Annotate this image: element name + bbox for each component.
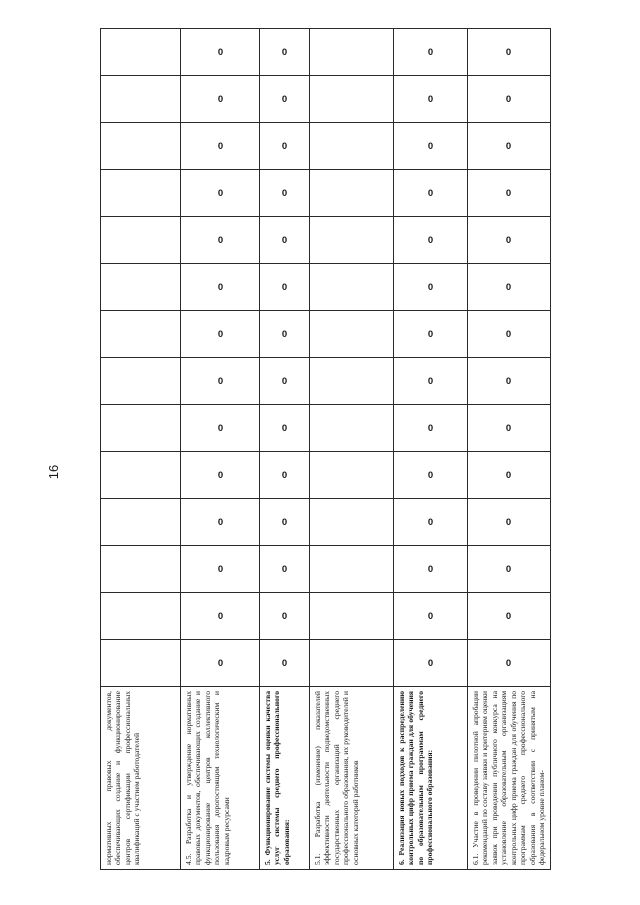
cell-value: 0: [281, 422, 288, 434]
value-cell: [181, 358, 260, 405]
value-cell: [181, 405, 260, 452]
value-cell: [468, 546, 551, 593]
cell-value: 0: [427, 93, 434, 105]
value-cell: [101, 170, 181, 217]
value-cell: [394, 76, 468, 123]
value-cell: [260, 358, 310, 405]
value-cell: [181, 546, 260, 593]
cell-value: 0: [427, 563, 434, 575]
value-cell: [101, 29, 181, 76]
value-cell: [394, 311, 468, 358]
value-cell: [468, 499, 551, 546]
table-row: [101, 29, 181, 870]
table-row: [394, 29, 468, 870]
cell-value: 0: [427, 140, 434, 152]
cell-value: 0: [281, 516, 288, 528]
value-cell: [310, 452, 394, 499]
cell-value: 0: [506, 469, 512, 481]
value-cell: [468, 217, 551, 264]
table-row: [468, 29, 551, 870]
value-cell: [181, 170, 260, 217]
cell-value: 0: [427, 610, 434, 622]
value-cell: [260, 311, 310, 358]
value-cell: [468, 123, 551, 170]
value-cell: [468, 640, 551, 687]
value-cell: [310, 499, 394, 546]
value-cell: [260, 452, 310, 499]
value-cell: [101, 546, 181, 593]
cell-value: 0: [427, 234, 434, 246]
value-cell: [181, 499, 260, 546]
value-cell: [101, 452, 181, 499]
cell-value: 0: [506, 516, 512, 528]
cell-value: 0: [506, 422, 512, 434]
value-cell: [394, 123, 468, 170]
value-cell: [468, 358, 551, 405]
value-cell: [260, 640, 310, 687]
cell-value: 0: [281, 234, 288, 246]
cell-value: 0: [217, 516, 223, 528]
cell-value: 0: [506, 375, 512, 387]
cell-value: 0: [217, 422, 223, 434]
value-cell: [260, 405, 310, 452]
value-cell: [310, 217, 394, 264]
cell-value: 0: [217, 657, 223, 669]
cell-value: 0: [217, 281, 223, 293]
value-cell: [468, 405, 551, 452]
cell-value: 0: [506, 234, 512, 246]
value-cell: [101, 123, 181, 170]
value-cell: [181, 217, 260, 264]
value-cell: [310, 640, 394, 687]
cell-value: 0: [506, 563, 512, 575]
cell-value: 0: [281, 187, 288, 199]
value-cell: [101, 499, 181, 546]
value-cell: [468, 452, 551, 499]
value-cell: [468, 76, 551, 123]
value-cell: [181, 264, 260, 311]
value-cell: [260, 123, 310, 170]
cell-value: 0: [217, 563, 223, 575]
cell-value: 0: [427, 516, 434, 528]
cell-value: 0: [281, 610, 288, 622]
value-cell: [468, 264, 551, 311]
value-cell: [394, 405, 468, 452]
value-cell: [181, 452, 260, 499]
cell-value: 0: [427, 469, 434, 481]
value-cell: [260, 593, 310, 640]
table-row: [181, 29, 260, 870]
table-body: [101, 29, 551, 870]
value-cell: [394, 499, 468, 546]
rotated-table-wrapper: [100, 46, 547, 870]
cell-value: 0: [281, 281, 288, 293]
row-description: 5. Функционирование системы оценки качества услуг системы среднего профессионального образования:: [260, 687, 310, 870]
row-description: 4.5. Разработка и утверждение нормативных правовых документов, обеспечивающих создание и функционирование центров коллективного пользования дорогостоящим технологическим и кадровым ресурсами: [181, 687, 260, 870]
value-cell: [260, 264, 310, 311]
cell-value: 0: [217, 46, 223, 58]
cell-value: 0: [217, 469, 223, 481]
value-cell: [101, 217, 181, 264]
value-cell: [394, 170, 468, 217]
cell-value: 0: [217, 187, 223, 199]
cell-value: 0: [506, 140, 512, 152]
value-cell: [260, 170, 310, 217]
value-cell: [394, 452, 468, 499]
cell-value: 0: [281, 328, 288, 340]
value-cell: [260, 546, 310, 593]
cell-value: 0: [281, 563, 288, 575]
page-number: 16: [46, 464, 61, 480]
cell-value: 0: [506, 657, 512, 669]
value-cell: [310, 593, 394, 640]
value-cell: [394, 264, 468, 311]
value-cell: [101, 640, 181, 687]
row-description: 6.1. Участие в проведении пилотной апробации рекомендаций по составу заявки и критериям оценки заявок при проведении публичного конкурса на установление образовательным организациям контрольных цифр приема граждан для обучения по программам среднего профессионального образования в соответствии с принятым на федеральном уровне планом-: [468, 687, 551, 870]
value-cell: [468, 311, 551, 358]
value-cell: [394, 546, 468, 593]
cell-value: 0: [281, 140, 288, 152]
value-cell: [310, 405, 394, 452]
value-cell: [310, 546, 394, 593]
value-cell: [260, 217, 310, 264]
cell-value: 0: [281, 657, 288, 669]
row-description: 5.1. Разработка (изменение) показателей эффективности деятельности подведомственных государственных организаций среднего профессионального образования, их руководителей и основных категорий работников: [310, 687, 394, 870]
table-row: [310, 29, 394, 870]
value-cell: [394, 358, 468, 405]
value-cell: [468, 29, 551, 76]
value-cell: [310, 170, 394, 217]
cell-value: 0: [217, 375, 223, 387]
value-cell: [394, 593, 468, 640]
value-cell: [181, 29, 260, 76]
cell-value: 0: [217, 234, 223, 246]
value-cell: [101, 264, 181, 311]
value-cell: [394, 29, 468, 76]
cell-value: 0: [427, 281, 434, 293]
table-row: [260, 29, 310, 870]
row-description: 6. Реализация новых подходов к распределению контрольных цифр приема граждан для обучения по образовательным программам среднего профессионального образования:: [394, 687, 468, 870]
value-cell: [310, 358, 394, 405]
cell-value: 0: [506, 610, 512, 622]
cell-value: 0: [506, 46, 512, 58]
row-description: нормативных правовых документов, обеспечивающих создание и функционирование центров сертификации профессиональных квалификаций с участием работодателей: [101, 687, 181, 870]
cell-value: 0: [281, 375, 288, 387]
cell-value: 0: [217, 328, 223, 340]
value-cell: [101, 358, 181, 405]
value-cell: [101, 405, 181, 452]
value-cell: [101, 76, 181, 123]
value-cell: [181, 593, 260, 640]
cell-value: 0: [217, 93, 223, 105]
cell-value: 0: [506, 281, 512, 293]
value-cell: [394, 217, 468, 264]
value-cell: [468, 170, 551, 217]
cell-value: 0: [281, 46, 288, 58]
cell-value: 0: [506, 187, 512, 199]
value-cell: [181, 76, 260, 123]
cell-value: 0: [427, 328, 434, 340]
cell-value: 0: [281, 469, 288, 481]
cell-value: 0: [427, 422, 434, 434]
value-cell: [310, 123, 394, 170]
value-cell: [181, 123, 260, 170]
cell-value: 0: [506, 328, 512, 340]
cell-value: 0: [281, 93, 288, 105]
value-cell: [394, 640, 468, 687]
cell-value: 0: [427, 375, 434, 387]
cell-value: 0: [427, 187, 434, 199]
value-cell: [101, 593, 181, 640]
value-cell: [310, 311, 394, 358]
value-cell: [260, 29, 310, 76]
cell-value: 0: [427, 657, 434, 669]
value-cell: [468, 593, 551, 640]
value-cell: [181, 311, 260, 358]
cell-value: 0: [217, 140, 223, 152]
value-cell: [101, 311, 181, 358]
value-cell: [310, 29, 394, 76]
value-cell: [260, 499, 310, 546]
value-cell: [260, 76, 310, 123]
value-cell: [181, 640, 260, 687]
cell-value: 0: [506, 93, 512, 105]
value-cell: [310, 264, 394, 311]
indicators-table: [100, 28, 551, 870]
cell-value: 0: [217, 610, 223, 622]
value-cell: [310, 76, 394, 123]
cell-value: 0: [427, 46, 434, 58]
